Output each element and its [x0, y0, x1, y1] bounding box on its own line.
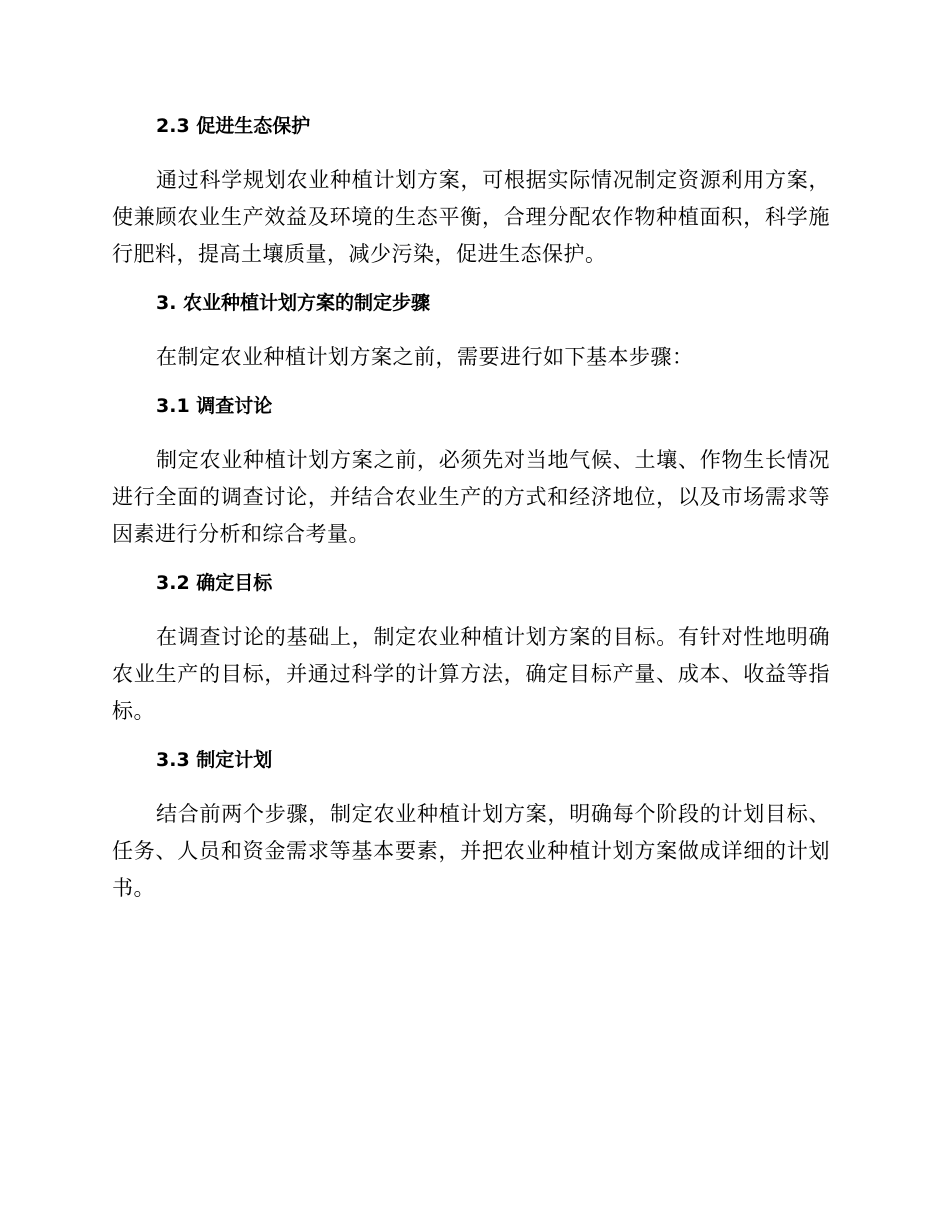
section-paragraph-3-2: 在调查讨论的基础上，制定农业种植计划方案的目标。有针对性地明确农业生产的目标，并通过科学的计算方法，确定目标产量、成本、收益等指标。 — [112, 625, 830, 723]
section-paragraph-2-3: 通过科学规划农业种植计划方案，可根据实际情况制定资源利用方案，使兼顾农业生产效益及环境的生态平衡，合理分配农作物种植面积，科学施行肥料，提高土壤质量，减少污染，促进生态保护。 — [112, 168, 830, 266]
section-heading-2-3: 2.3 促进生态保护 — [156, 115, 311, 137]
section-paragraph-3-1: 制定农业种植计划方案之前，必须先对当地气候、土壤、作物生长情况进行全面的调查讨论，并结合农业生产的方式和经济地位，以及市场需求等因素进行分析和综合考量。 — [112, 448, 830, 546]
section-heading-3: 3. 农业种植计划方案的制定步骤 — [156, 292, 431, 314]
section-heading-3-1: 3.1 调查讨论 — [156, 395, 273, 417]
section-heading-3-3: 3.3 制定计划 — [156, 749, 273, 771]
document-body — [112, 112, 830, 907]
section-paragraph-3: 在制定农业种植计划方案之前，需要进行如下基本步骤： — [156, 345, 694, 369]
section-heading-3-2: 3.2 确定目标 — [156, 572, 273, 594]
section-paragraph-3-3: 结合前两个步骤，制定农业种植计划方案，明确每个阶段的计划目标、任务、人员和资金需求等基本要素，并把农业种植计划方案做成详细的计划书。 — [112, 802, 830, 900]
